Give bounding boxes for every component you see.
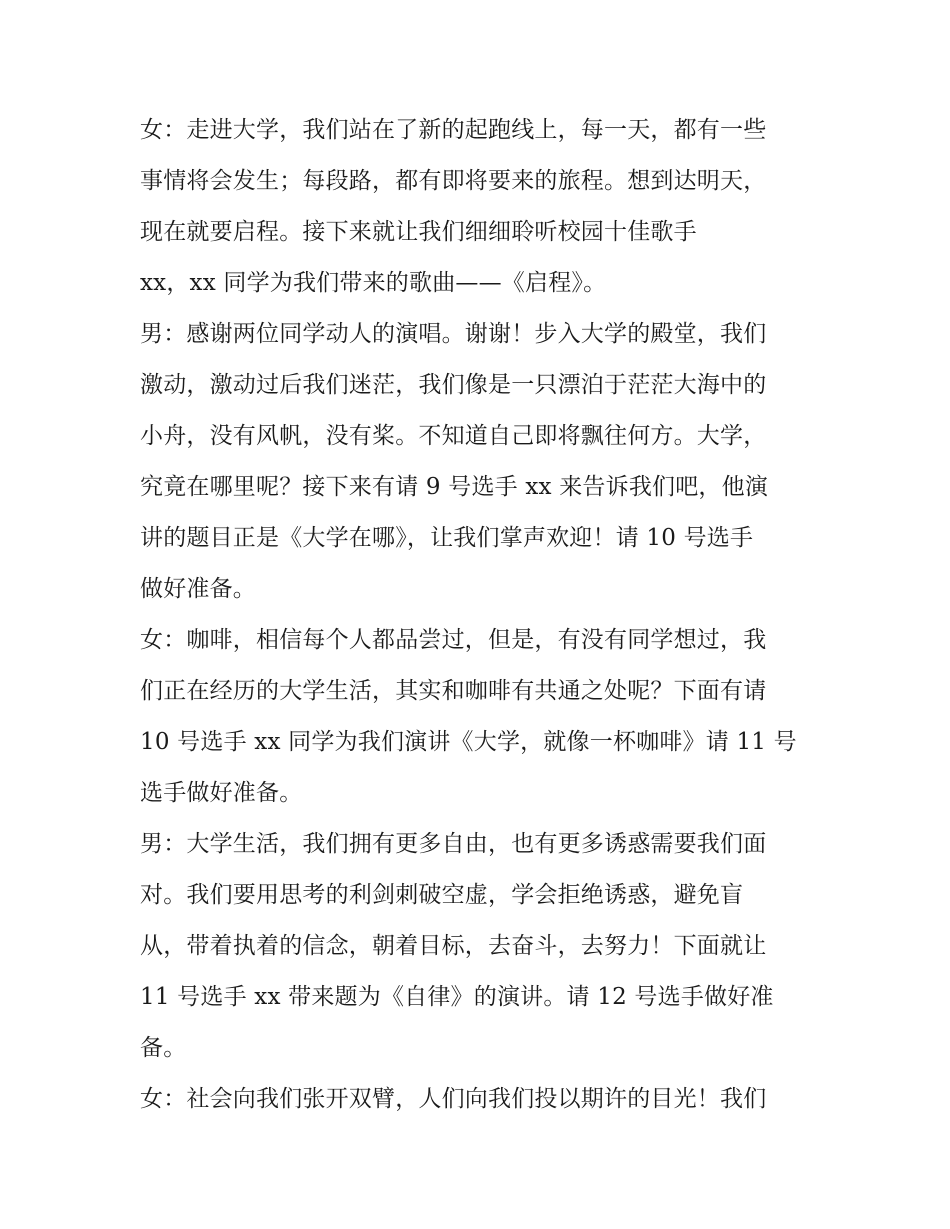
text-line: xx，xx 同学为我们带来的歌曲——《启程》。 bbox=[140, 270, 607, 296]
script-text bbox=[140, 110, 830, 1130]
text-line: 们正在经历的大学生活，其实和咖啡有共通之处呢？下面有请 bbox=[140, 678, 767, 704]
text-line: 备。 bbox=[140, 1035, 187, 1061]
text-line: 男：大学生活，我们拥有更多自由，也有更多诱惑需要我们面 bbox=[140, 831, 767, 857]
text-line: 激动，激动过后我们迷茫，我们像是一只漂泊于茫茫大海中的 bbox=[140, 372, 767, 398]
text-line: 对。我们要用思考的利剑刺破空虚，学会拒绝诱惑，避免盲 bbox=[140, 882, 744, 908]
text-line: 究竟在哪里呢？接下来有请 9 号选手 xx 来告诉我们吧，他演 bbox=[140, 474, 769, 500]
text-line: 11 号选手 xx 带来题为《自律》的演讲。请 12 号选手做好准 bbox=[140, 984, 774, 1010]
text-line: 10 号选手 xx 同学为我们演讲《大学，就像一杯咖啡》请 11 号 bbox=[140, 729, 797, 755]
text-line: 事情将会发生；每段路，都有即将要来的旅程。想到达明天， bbox=[140, 168, 767, 194]
text-line: 选手做好准备。 bbox=[140, 780, 303, 806]
text-line: 男：感谢两位同学动人的演唱。谢谢！步入大学的殿堂，我们 bbox=[140, 321, 767, 347]
text-line: 小舟，没有风帆，没有桨。不知道自己即将飘往何方。大学， bbox=[140, 423, 767, 449]
text-line: 女：社会向我们张开双臂，人们向我们投以期许的目光！我们 bbox=[140, 1086, 767, 1112]
text-line: 女：走进大学，我们站在了新的起跑线上，每一天，都有一些 bbox=[140, 117, 767, 143]
text-line: 做好准备。 bbox=[140, 576, 256, 602]
text-line: 现在就要启程。接下来就让我们细细聆听校园十佳歌手 bbox=[140, 219, 697, 245]
text-line: 从，带着执着的信念，朝着目标，去奋斗，去努力！下面就让 bbox=[140, 933, 767, 959]
text-line: 讲的题目正是《大学在哪》，让我们掌声欢迎！请 10 号选手 bbox=[140, 525, 754, 551]
text-line: 女：咖啡，相信每个人都品尝过，但是，有没有同学想过，我 bbox=[140, 627, 767, 653]
